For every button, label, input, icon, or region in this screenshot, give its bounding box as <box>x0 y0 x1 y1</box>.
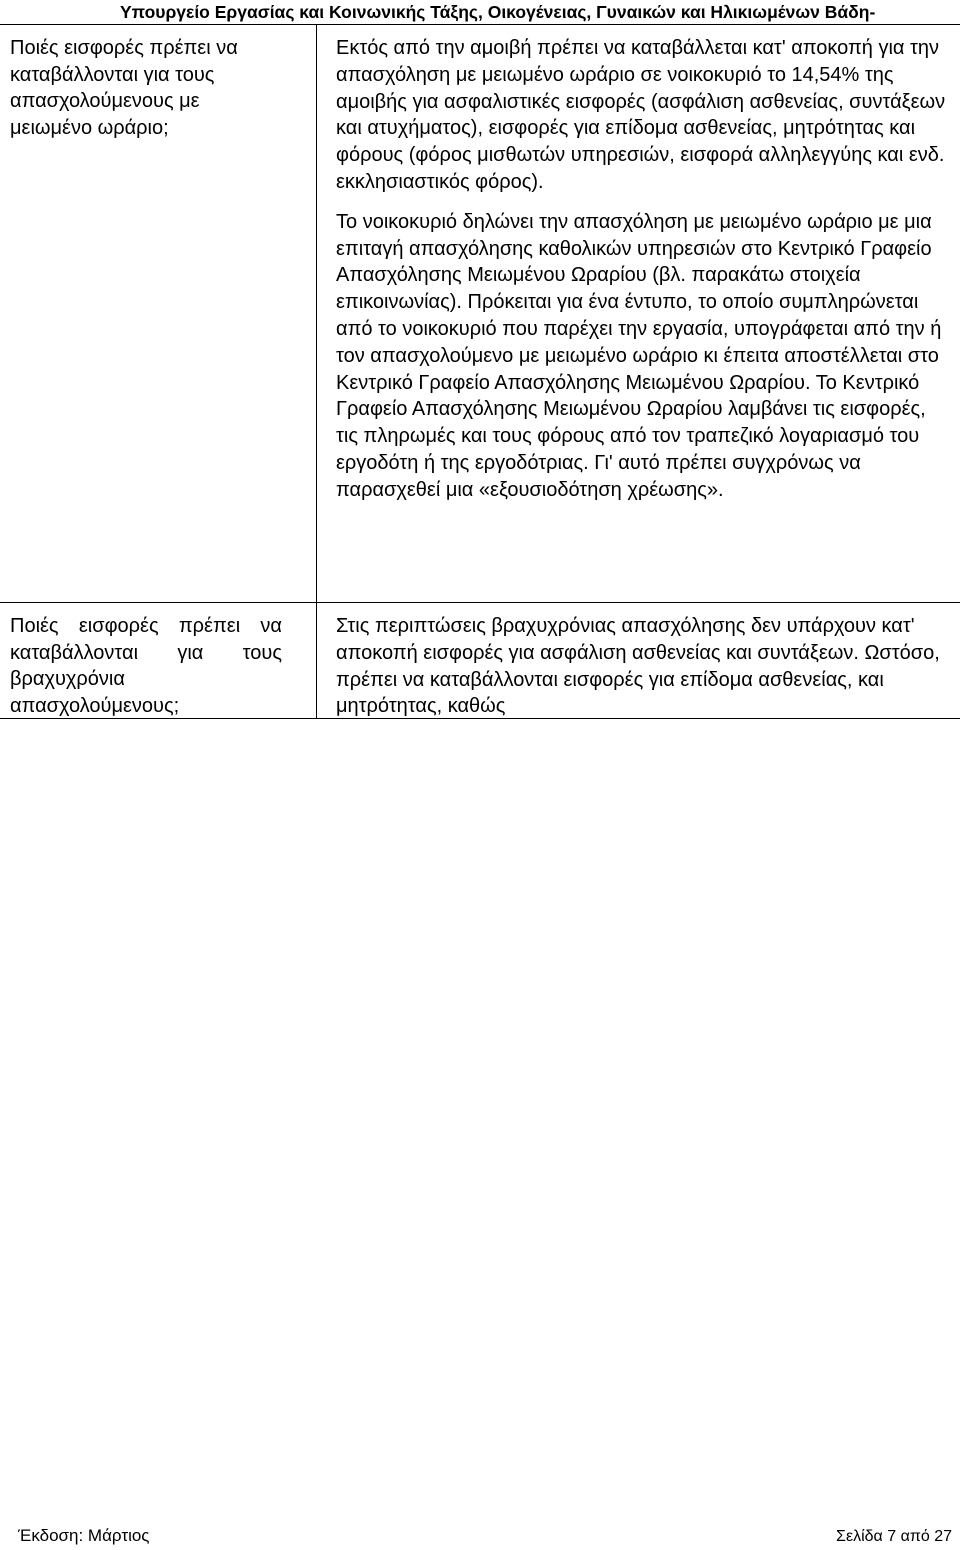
answer-paragraph: Το νοικοκυριό δηλώνει την απασχόληση με μειωμένο ωράριο με μια επιταγή απασχόλησης καθολικών υπηρεσιών στο Κεντρικό Γραφείο Απασχόλησης Μειωμένου Ωραρίου (βλ. παρακάτω στοιχεία επικοινωνίας). Πρόκειται για ένα έντυπο, το οποίο συμπληρώνεται από το νοικοκυριό που παρέχει την εργασία, υπογράφεται από την ή τον απασχολούμενο με μειωμένο ωράριο κι έπειτα αποστέλλεται στο Κεντρικό Γραφείο Απασχόλησης Μειωμένου Ωραρίου. Το Κεντρικό Γραφείο Απασχόλησης Μειωμένου Ωραρίου λαμβάνει τις εισφορές, τις πληρωμές και τους φόρους από τον τραπεζικό λογαριασμό του εργοδότη ή της εργοδότριας. Γι' αυτό πρέπει συγχρόνως να παρασχεθεί μια «εξουσιοδότηση χρέωσης». <box>336 210 942 501</box>
page-number: Σελίδα 7 από 27 <box>836 1528 952 1545</box>
answer-cell <box>336 613 952 718</box>
header-title: Υπουργείο Εργασίας και Κοινωνικής Τάξης, Οικογένειας, Γυναικών και Ηλικιωμένων Βάδη- <box>120 2 876 22</box>
answer-cell <box>336 35 952 602</box>
answer-paragraph: Εκτός από την αμοιβή πρέπει να καταβάλλεται κατ' αποκοπή για την απασχόληση με μειωμένο ωράριο σε νοικοκυριό το 14,54% της αμοιβής για ασφαλιστικές εισφορές (ασφάλιση ασθενείας, συντάξεων και ατυχήματος), εισφορές για επίδομα ασθενείας, μητρότητας και φόρους (φόρος μισθωτών υπηρεσιών, εισφορά αλληλεγγύης και ενδ. εκκλησιαστικός φόρος). <box>336 37 946 193</box>
table-row <box>0 603 960 718</box>
question-cell: Ποιές εισφορές πρέπει να καταβάλλονται για τους απασχολούμενους με μειωμένο ωράριο; <box>10 37 238 139</box>
edition-label: Έκδοση: Μάρτιος <box>18 1526 150 1545</box>
answer-paragraph: Στις περιπτώσεις βραχυχρόνιας απασχόλησης δεν υπάρχουν κατ' αποκοπή εισφορές για ασφάλιση ασθενείας και συντάξεων. Ωστόσο, πρέπει να καταβάλλονται εισφορές για επίδομα ασθενείας, και μητρότητας, καθώς <box>336 615 940 718</box>
table-row <box>0 25 960 602</box>
question-cell: Ποιές εισφορές πρέπει να καταβάλλονται για τους βραχυχρόνια απασχολούμενους; <box>10 615 282 717</box>
table-bottom-rule <box>0 718 960 719</box>
